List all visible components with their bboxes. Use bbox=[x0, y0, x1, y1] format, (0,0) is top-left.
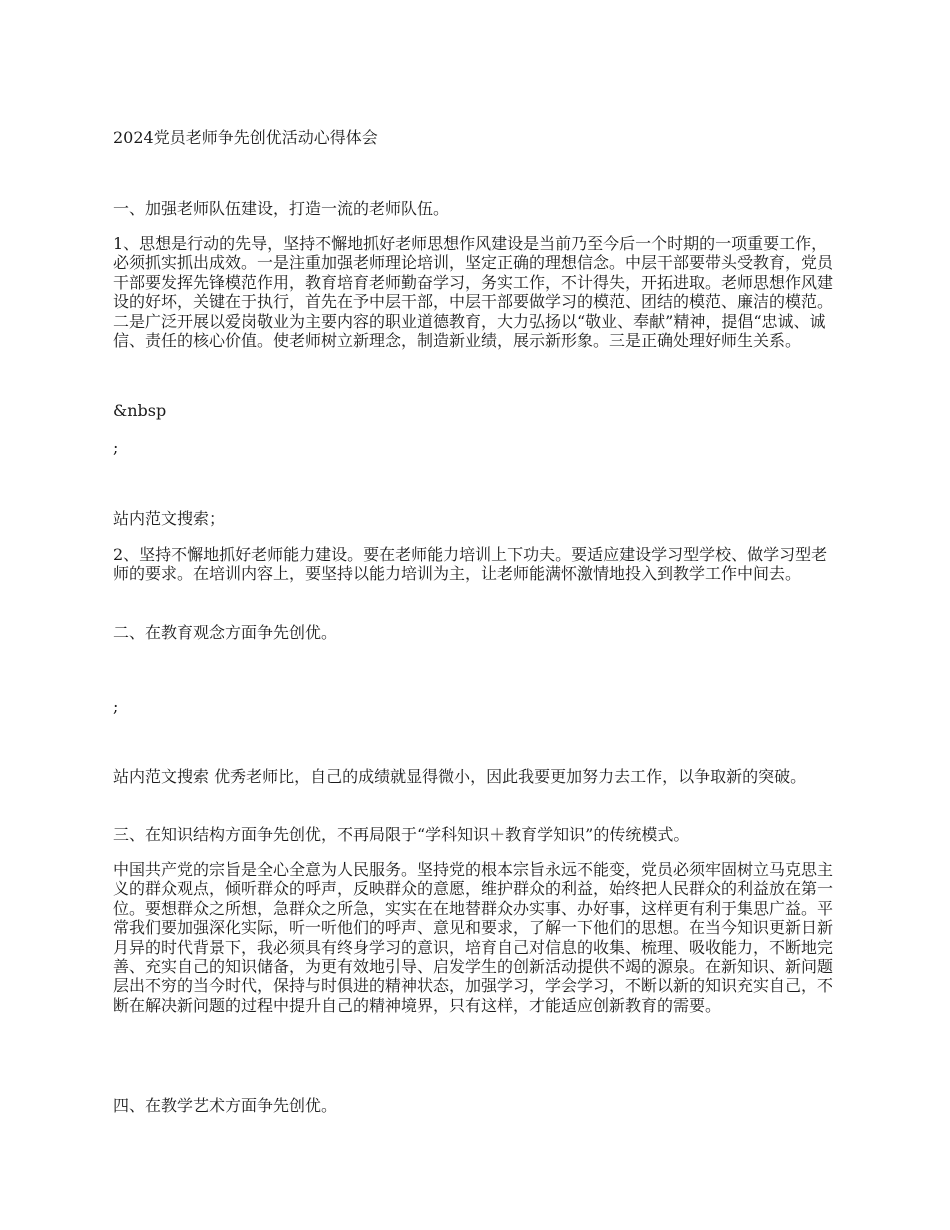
section-heading-4: 四、在教学艺术方面争先创优。 bbox=[113, 1096, 338, 1115]
site-search-text-1: 站内范文搜索； bbox=[113, 509, 226, 528]
paragraph-1: 1、思想是行动的先导，坚持不懈地抓好老师思想作风建设是当前乃至今后一个时期的一项重要工作，必须抓实抓出成效。一是注重加强老师理论培训，坚定正确的理想信念。中层干部要带头受教育，党员干部要发挥先锋模范作用，教育培育老师勤奋学习，务实工作，不计得失，开拓进取。老师思想作风建设的好坏，关键在于执行，首先在予中层干部，中层干部要做学习的模范、团结的模范、廉洁的模范。二是广泛开展以爱岗敬业为主要内容的职业道德教育，大力弘扬以“敬业、奉献”精神，提倡“忠诚、诚信、责任的核心价值。使老师树立新理念，制造新业绩，展示新形象。三是正确处理好师生关系。 bbox=[113, 234, 834, 351]
section-heading-2: 二、在教育观念方面争先创优。 bbox=[113, 623, 338, 642]
semicolon-2: ; bbox=[113, 697, 119, 716]
paragraph-4: 中国共产党的宗旨是全心全意为人民服务。坚持党的根本宗旨永远不能变，党员必须牢固树立马克思主义的群众观点，倾听群众的呼声，反映群众的意愿，维护群众的利益，始终把人民群众的利益放在第一位。要想群众之所想，急群众之所急，实实在在地替群众办实事、办好事，这样更有利于集思广益。平常我们要加强深化实际，听一听他们的呼声、意见和要求，了解一下他们的思想。在当今知识更新日新月异的时代背景下，我必须具有终身学习的意识，培育自己对信息的收集、梳理、吸收能力，不断地完善、充实自己的知识储备，为更有效地引导、启发学生的创新活动提供不竭的源泉。在新知识、新问题层出不穷的当今时代，保持与时俱进的精神状态，加强学习，学会学习，不断以新的知识充实自己，不断在解决新问题的过程中提升自己的精神境界，只有这样，才能适应创新教育的需要。 bbox=[113, 860, 834, 1015]
section-heading-1: 一、加强老师队伍建设，打造一流的老师队伍。 bbox=[113, 199, 450, 218]
document-title: 2024党员老师争先创优活动心得体会 bbox=[113, 128, 378, 147]
section-heading-3: 三、在知识结构方面争先创优，不再局限于“学科知识＋教育学知识”的传统模式。 bbox=[113, 825, 690, 844]
paragraph-3: 站内范文搜索 优秀老师比，自己的成绩就显得微小，因此我要更加努力去工作，以争取新的突破。 bbox=[113, 767, 807, 786]
nbsp-text: &nbsp bbox=[113, 401, 167, 420]
semicolon-1: ; bbox=[113, 438, 119, 457]
paragraph-2: 2、坚持不懈地抓好老师能力建设。要在老师能力培训上下功夫。要适应建设学习型学校、做学习型老师的要求。在培训内容上，要坚持以能力培训为主，让老师能满怀激情地投入到教学工作中间去。 bbox=[113, 545, 828, 584]
